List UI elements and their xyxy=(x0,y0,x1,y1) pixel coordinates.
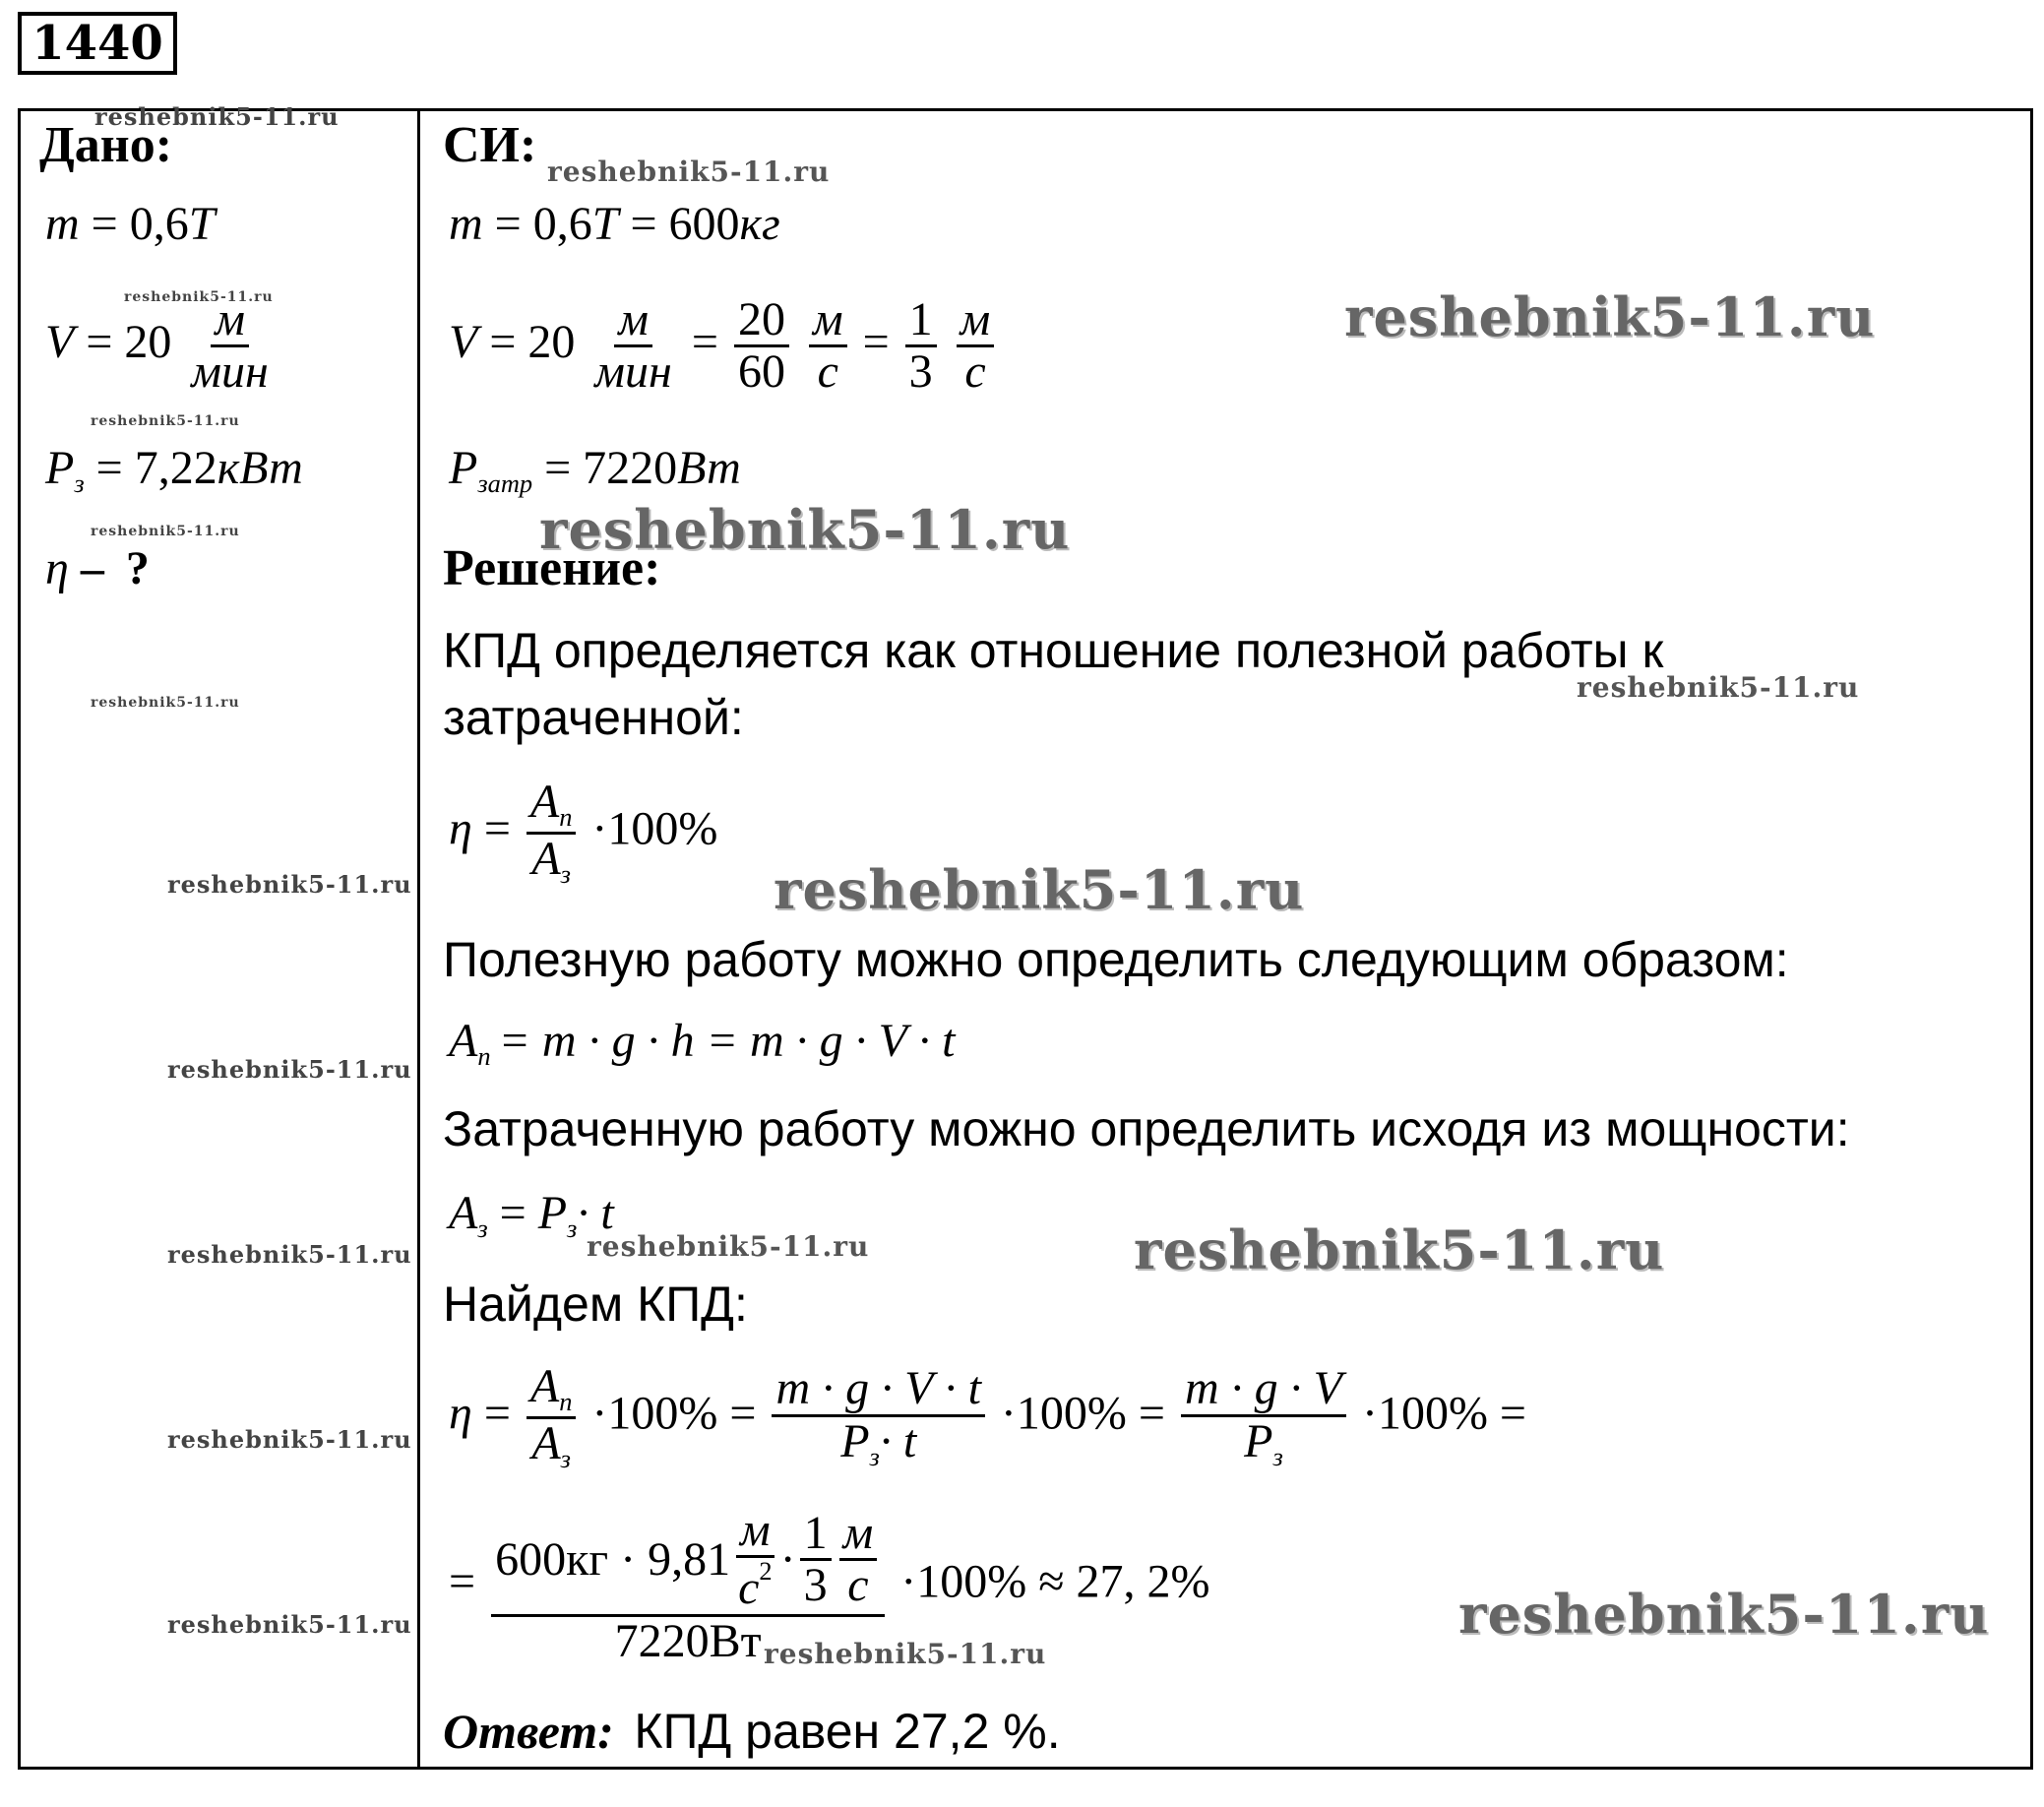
watermark: reshebnik5-11.ru xyxy=(1577,671,1860,704)
solution-text-3: Затраченную работу можно определить исходя из мощности: xyxy=(443,1101,1850,1156)
watermark: reshebnik5-11.ru xyxy=(94,102,340,131)
watermark: reshebnik5-11.ru xyxy=(1134,1218,1665,1281)
watermark: reshebnik5-11.ru xyxy=(124,289,274,305)
pct-3: ·100% xyxy=(1361,1387,1488,1440)
efficiency-calculation: = 600кг · 9,81 $\frac{м}{с^2}$ · $\frac{1}{3}$ $\frac{м}{с}$ 7220Вт ·100% ≈ 27, 2% xyxy=(449,1504,1210,1667)
pct-2: ·100% xyxy=(1000,1387,1127,1440)
column-divider xyxy=(417,108,420,1770)
watermark: reshebnik5-11.ru xyxy=(167,1425,412,1454)
watermark: reshebnik5-11.ru xyxy=(91,524,240,539)
given-find: η – ? xyxy=(45,542,150,594)
watermark: reshebnik5-11.ru xyxy=(1458,1583,1990,1646)
spent-work-formula: $A_з = P_з\cdot t$ xyxy=(449,1187,614,1244)
efficiency-formula: η = $\frac{A_п}{A_з}$ ·100% xyxy=(449,776,718,890)
watermark: reshebnik5-11.ru xyxy=(1344,285,1876,348)
si-power: $P_{затр} = 7220Вт$ xyxy=(449,442,741,499)
si-speed: V = 20 $\frac{м}{\text{мин}}$ = $\frac{20}{60}$ $\frac{м}{с}$ = $\frac{1}{3}$ $\frac{м}{с}$ xyxy=(449,295,998,398)
watermark: reshebnik5-11.ru xyxy=(91,695,240,711)
watermark: reshebnik5-11.ru xyxy=(167,870,412,899)
answer-label: Ответ: xyxy=(443,1704,614,1759)
answer xyxy=(443,1703,1061,1760)
solution-heading: Решение: xyxy=(443,540,661,596)
task-number: 1440 xyxy=(31,16,163,71)
watermark: reshebnik5-11.ru xyxy=(764,1638,1047,1670)
solution-text-1b: затраченной: xyxy=(443,690,744,745)
watermark: reshebnik5-11.ru xyxy=(91,413,240,429)
useful-work-formula: $A_п = m \cdot g \cdot h = m \cdot g \cdot V \cdot t$ xyxy=(449,1015,956,1072)
watermark: reshebnik5-11.ru xyxy=(547,156,831,188)
watermark: reshebnik5-11.ru xyxy=(774,858,1305,921)
si-heading: СИ: xyxy=(443,117,537,173)
efficiency-derivation: η = $\frac{A_п}{A_з}$ ·100% = $\frac{m \cdot g \cdot V \cdot t}{P_з\cdot t}$ ·100% = $\frac{m \cdot g \cdot V}{P_з}$ ·100% = xyxy=(449,1360,1526,1474)
watermark: reshebnik5-11.ru xyxy=(587,1230,870,1263)
answer-text: КПД равен 27,2 %. xyxy=(634,1704,1061,1759)
task-number-box xyxy=(18,12,177,75)
solution-text-2: Полезную работу можно определить следующим образом: xyxy=(443,932,1789,987)
solution-text-4: Найдем КПД: xyxy=(443,1277,748,1332)
given-power: $P_з = 7,22кВт$ xyxy=(45,442,303,499)
si-mass: m = 0,6Т = 600кг xyxy=(449,198,780,250)
watermark: reshebnik5-11.ru xyxy=(167,1055,412,1084)
solution-text-1a: КПД определяется как отношение полезной работы к xyxy=(443,623,1664,678)
watermark: reshebnik5-11.ru xyxy=(167,1240,412,1269)
given-heading: Дано: xyxy=(39,117,173,173)
given-mass: m = 0,6Т xyxy=(45,198,216,250)
given-speed: V = 20 $\frac{м}{\text{мин}}$ xyxy=(45,293,269,399)
watermark: reshebnik5-11.ru xyxy=(167,1610,412,1639)
watermark: reshebnik5-11.ru xyxy=(539,498,1071,561)
